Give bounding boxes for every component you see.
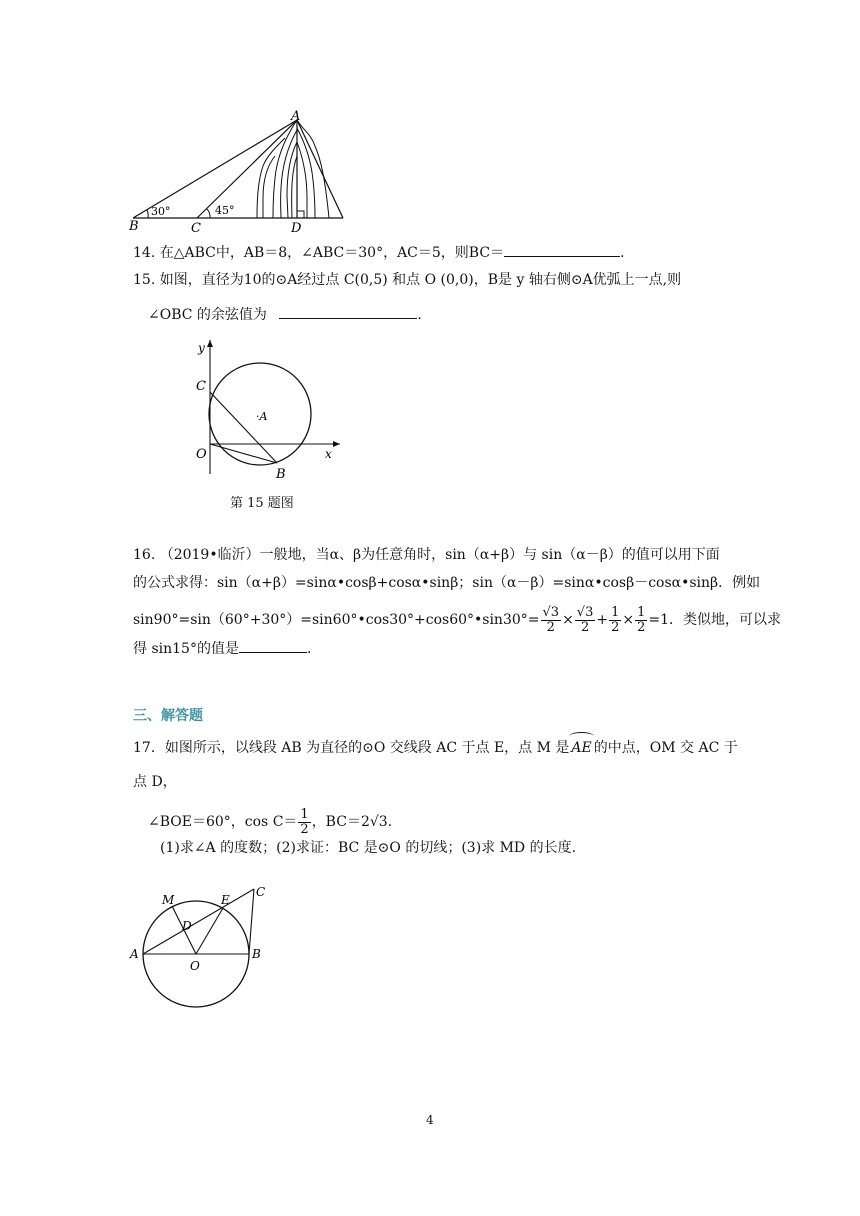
- answer-blank[interactable]: [239, 638, 307, 653]
- angle-b-label: 30°: [151, 205, 171, 218]
- fraction-1-over-2: $\frac{1}{2}$: [300, 806, 309, 837]
- question-16-line-4: 得 sin15°的值是 .: [133, 638, 311, 659]
- question-text: 如图，直径为10的⊙A经过点 C(0,5) 和点 O (0,0)，B是 y 轴右侧⊙A优弧上一点,则: [159, 272, 682, 288]
- y-axis-label: y: [198, 341, 205, 355]
- question-16-line-2: 的公式求得：sin（α+β）=sinα•cosβ+cosα•sinβ；sin（α－β）=sinα•cosβ－cosα•sinβ．例如: [133, 575, 761, 591]
- label-b: B: [252, 947, 261, 961]
- question-15-line-2: ∠OBC 的余弦值为 .: [148, 304, 422, 325]
- figure-caption: 第 15 题图: [230, 496, 294, 511]
- label-c: C: [256, 885, 266, 899]
- section-heading: 三、解答题: [133, 708, 203, 724]
- triangle-figure: [125, 108, 350, 233]
- question-number: 15.: [133, 272, 156, 288]
- fraction-sqrt3-over-2: $\frac{√3}{2}$: [542, 604, 560, 635]
- label-c: C: [196, 379, 206, 394]
- label-o: O: [196, 447, 207, 462]
- question-16-line-3: sin90°=sin（60°+30°）=sin60°•cos30°+cos60°•sin30°= $\frac{√3}{2}$ × $\frac{√3}{2}$ + $\frac{1}{2}$ × $\frac{1}{2}$ =1．类似地，可以求: [133, 604, 782, 635]
- label-e: E: [221, 893, 230, 907]
- question-16-line-1: 16. （2019•临沂）一般地，当α、β为任意角时，sin（α+β）与 sin（α－β）的值可以用下面: [133, 547, 720, 563]
- question-17-line-1: 17．如图所示，以线段 AB 为直径的⊙O 交线段 AC 于点 E，点 M 是 AE 的中点，OM 交 AC 于: [133, 738, 738, 758]
- label-a: A: [130, 947, 139, 961]
- question-15-line-1: [133, 270, 681, 290]
- fraction-1-over-2: $\frac{1}{2}$: [611, 604, 620, 635]
- label-b: B: [276, 467, 286, 482]
- question-17-line-4: (1)求∠A 的度数；(2)求证：BC 是⊙O 的切线；(3)求 MD 的长度.: [160, 840, 577, 856]
- angle-c-label: 45°: [215, 204, 235, 217]
- page-number: 4: [426, 1113, 434, 1127]
- label-center-a: ·A: [256, 410, 268, 423]
- answer-blank[interactable]: [279, 304, 417, 319]
- label-b: B: [129, 219, 139, 233]
- label-d: D: [291, 221, 302, 233]
- answer-blank[interactable]: [504, 242, 620, 257]
- fraction-1-over-2: $\frac{1}{2}$: [637, 604, 646, 635]
- question-number: 14.: [133, 245, 156, 261]
- arc-ae: AE: [569, 738, 593, 758]
- question-17-line-2: 点 D，: [133, 774, 177, 790]
- label-c: C: [191, 221, 201, 233]
- label-d: D: [182, 919, 192, 933]
- question-14: 14. 在△ABC中，AB＝8，∠ABC＝30°，AC＝5，则BC＝ .: [133, 242, 625, 263]
- label-m: M: [162, 893, 175, 907]
- question-text: 在△ABC中，AB＝8，∠ABC＝30°，AC＝5，则BC＝: [159, 245, 505, 261]
- question-text: ∠OBC 的余弦值为: [148, 307, 267, 323]
- question-17-line-3: ∠BOE＝60°，cos C＝ $\frac{1}{2}$ ，BC＝2√3.: [148, 806, 393, 837]
- x-axis-label: x: [325, 447, 332, 461]
- label-o: O: [190, 959, 200, 973]
- label-a: A: [291, 109, 301, 124]
- circle-tangent-figure: [128, 884, 270, 1012]
- circle-coordinate-figure: [190, 334, 350, 484]
- fraction-sqrt3-over-2: $\frac{√3}{2}$: [576, 604, 594, 635]
